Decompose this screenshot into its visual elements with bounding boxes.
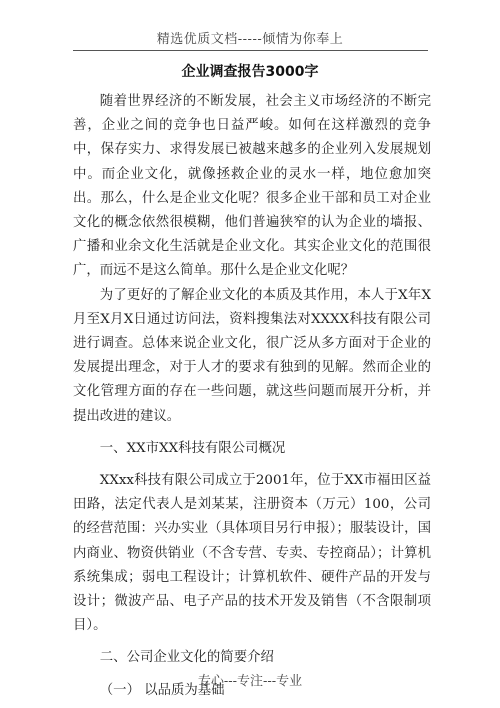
- paragraph-intro: 随着世界经济的不断发展，社会主义市场经济的不断完善，企业之间的竞争也日益严峻。如何在这样激烈的竞争中，保存实力、求得发展已被越来越多的企业列入发展规划中。而企业文化，就像拯救企业的灵水一样，地位愈加突出。那么，什么是企业文化呢？很多企业干部和员工对企业文化的概念依然很模糊，他们普遍狭窄的认为企业的墙报、广播和业余文化生活就是企业文化。其实企业文化的范围很广，而远不是这么简单。那什么是企业文化呢？: [73, 94, 431, 279]
- page-header: 精选优质文档-----倾情为你奉上: [156, 32, 344, 47]
- paragraph-purpose: 为了更好的了解企业文化的本质及其作用，本人于X年X月至X月X日通过访问法，资料搜集法对XXXX科技有限公司进行调查。总体来说企业文化，很广泛从多方面对于企业的发展提出理念，对于人才的要求有独到的见解。然而企业的文化管理方面的存在一些问题，就这些问题而展开分析，并提出改进的建议。: [73, 287, 431, 424]
- document-body: [73, 90, 431, 703]
- page-footer: 专心---专注---专业: [197, 674, 303, 689]
- document-title: 企业调查报告3000字: [181, 64, 319, 80]
- paragraph-company-overview: XXxx科技有限公司成立于2001年，位于XX市福田区益田路，法定代表人是刘某某，注册资本（万元）100，公司的经营范围：兴办实业（具体项目另行申报）；服装设计，国内商业、物资供销业（不含专营、专卖、专控商品）；计算机系统集成；弱电工程设计；计算机软件、硬件产品的开发与设计；微波产品、电子产品的技术开发及销售（不含限制项目）。: [73, 473, 431, 634]
- header-divider: [73, 50, 428, 51]
- section-heading-culture: 二、公司企业文化的简要介绍: [99, 650, 274, 666]
- section-heading-overview: 一、XX市XX科技有限公司概况: [99, 440, 286, 456]
- subsection-heading-quality: （一） 以品质为基础: [99, 682, 225, 698]
